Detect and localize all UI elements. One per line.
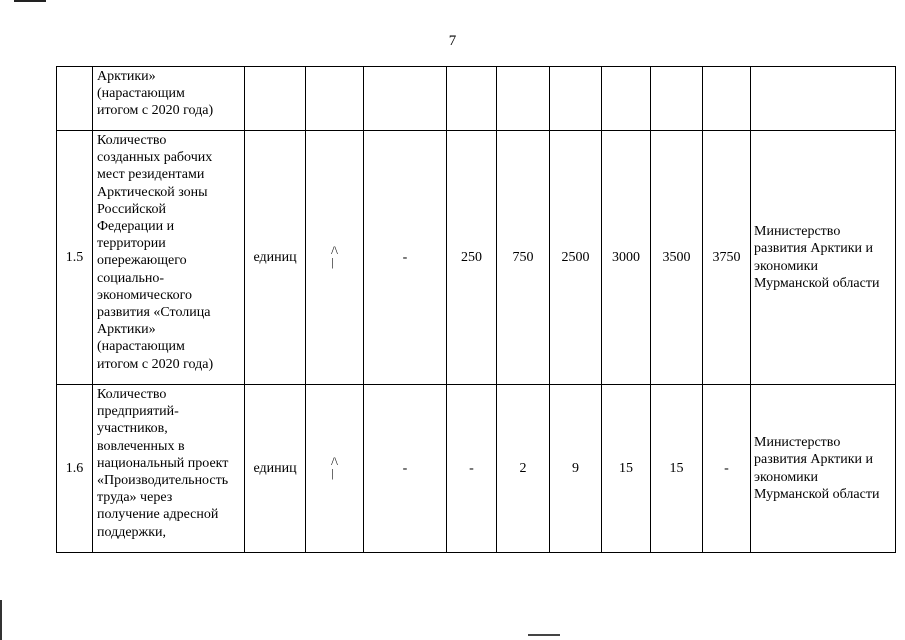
responsible-line: экономики xyxy=(754,258,818,274)
row-number xyxy=(57,67,93,131)
value-cell: 750 xyxy=(497,131,550,385)
value-cell: 3000 xyxy=(602,131,651,385)
responsible-cell xyxy=(751,67,896,131)
responsible-line: Мурманской области xyxy=(754,275,880,291)
table-row xyxy=(57,67,896,131)
value-cell: - xyxy=(364,131,447,385)
value-cell: - xyxy=(364,385,447,553)
description-line: труда» через xyxy=(97,490,173,506)
responsible-line: Мурманской области xyxy=(754,486,880,502)
mark-line: /\ xyxy=(331,453,338,468)
description-line: поддержки, xyxy=(97,524,167,540)
mark-cell xyxy=(306,385,364,553)
indicator-description xyxy=(93,67,245,131)
mark-line: | xyxy=(331,254,334,269)
responsible-line: развития Арктики и xyxy=(754,241,874,257)
description-line: (нарастающим xyxy=(97,339,185,355)
responsible-cell xyxy=(751,131,896,385)
indicators-table xyxy=(56,66,896,553)
description-line: (нарастающим xyxy=(97,86,185,102)
description-line: созданных рабочих xyxy=(97,150,213,166)
description-line: итогом с 2020 года) xyxy=(97,356,214,372)
value-cell: 250 xyxy=(447,131,497,385)
value-cell: 15 xyxy=(651,385,703,553)
value-cell: - xyxy=(447,385,497,553)
mark-glyph xyxy=(331,244,338,268)
description-line: предприятий- xyxy=(97,404,179,420)
responsible-line: Министерство xyxy=(754,224,841,240)
unit-cell: единиц xyxy=(245,385,306,553)
description-line: Количество xyxy=(97,387,167,402)
unit-cell xyxy=(245,67,306,131)
value-cell: 3750 xyxy=(703,131,751,385)
description-line: вовлеченных в xyxy=(97,438,185,454)
value-cell: 2 xyxy=(497,385,550,553)
description-line: Российской xyxy=(97,201,166,217)
description-line: получение адресной xyxy=(97,507,219,523)
description-line: Арктической зоны xyxy=(97,184,208,200)
scan-artifact-bottom xyxy=(528,634,560,636)
value-cell xyxy=(651,67,703,131)
value-cell xyxy=(447,67,497,131)
row-number: 1.5 xyxy=(57,131,93,385)
scan-artifact-left xyxy=(0,600,2,640)
description-line: Арктики» xyxy=(97,69,156,84)
value-cell: 3500 xyxy=(651,131,703,385)
value-cell xyxy=(602,67,651,131)
value-cell: - xyxy=(703,385,751,553)
description-line: опережающего xyxy=(97,253,187,269)
page-number: 7 xyxy=(448,33,457,49)
description-line: участников, xyxy=(97,421,168,437)
description-line: Федерации и xyxy=(97,219,175,235)
mark-cell xyxy=(306,67,364,131)
row-number: 1.6 xyxy=(57,385,93,553)
unit-cell: единиц xyxy=(245,131,306,385)
value-cell: 9 xyxy=(550,385,602,553)
responsible-line: развития Арктики и xyxy=(754,452,874,468)
mark-line: /\ xyxy=(331,242,338,257)
value-cell xyxy=(364,67,447,131)
description-line: экономического xyxy=(97,287,192,303)
table-row xyxy=(57,385,896,553)
value-cell: 15 xyxy=(602,385,651,553)
description-line: Арктики» xyxy=(97,322,156,338)
value-cell xyxy=(703,67,751,131)
description-line: национальный проект xyxy=(97,455,229,471)
responsible-cell xyxy=(751,385,896,553)
indicator-description xyxy=(93,385,245,553)
value-cell: 2500 xyxy=(550,131,602,385)
scan-artifact-top xyxy=(14,0,46,2)
value-cell xyxy=(550,67,602,131)
description-line: развития «Столица xyxy=(97,305,211,321)
table-row xyxy=(57,131,896,385)
description-line: Количество xyxy=(97,133,167,148)
responsible-line: экономики xyxy=(754,469,818,485)
description-line: «Производительность xyxy=(97,473,229,489)
description-line: итогом с 2020 года) xyxy=(97,103,214,119)
description-line: социально- xyxy=(97,270,165,286)
indicator-description xyxy=(93,131,245,385)
description-line: мест резидентами xyxy=(97,167,205,183)
description-line: территории xyxy=(97,236,166,252)
mark-cell xyxy=(306,131,364,385)
responsible-line: Министерство xyxy=(754,435,841,451)
value-cell xyxy=(497,67,550,131)
mark-line: | xyxy=(331,465,334,480)
mark-glyph xyxy=(331,455,338,479)
